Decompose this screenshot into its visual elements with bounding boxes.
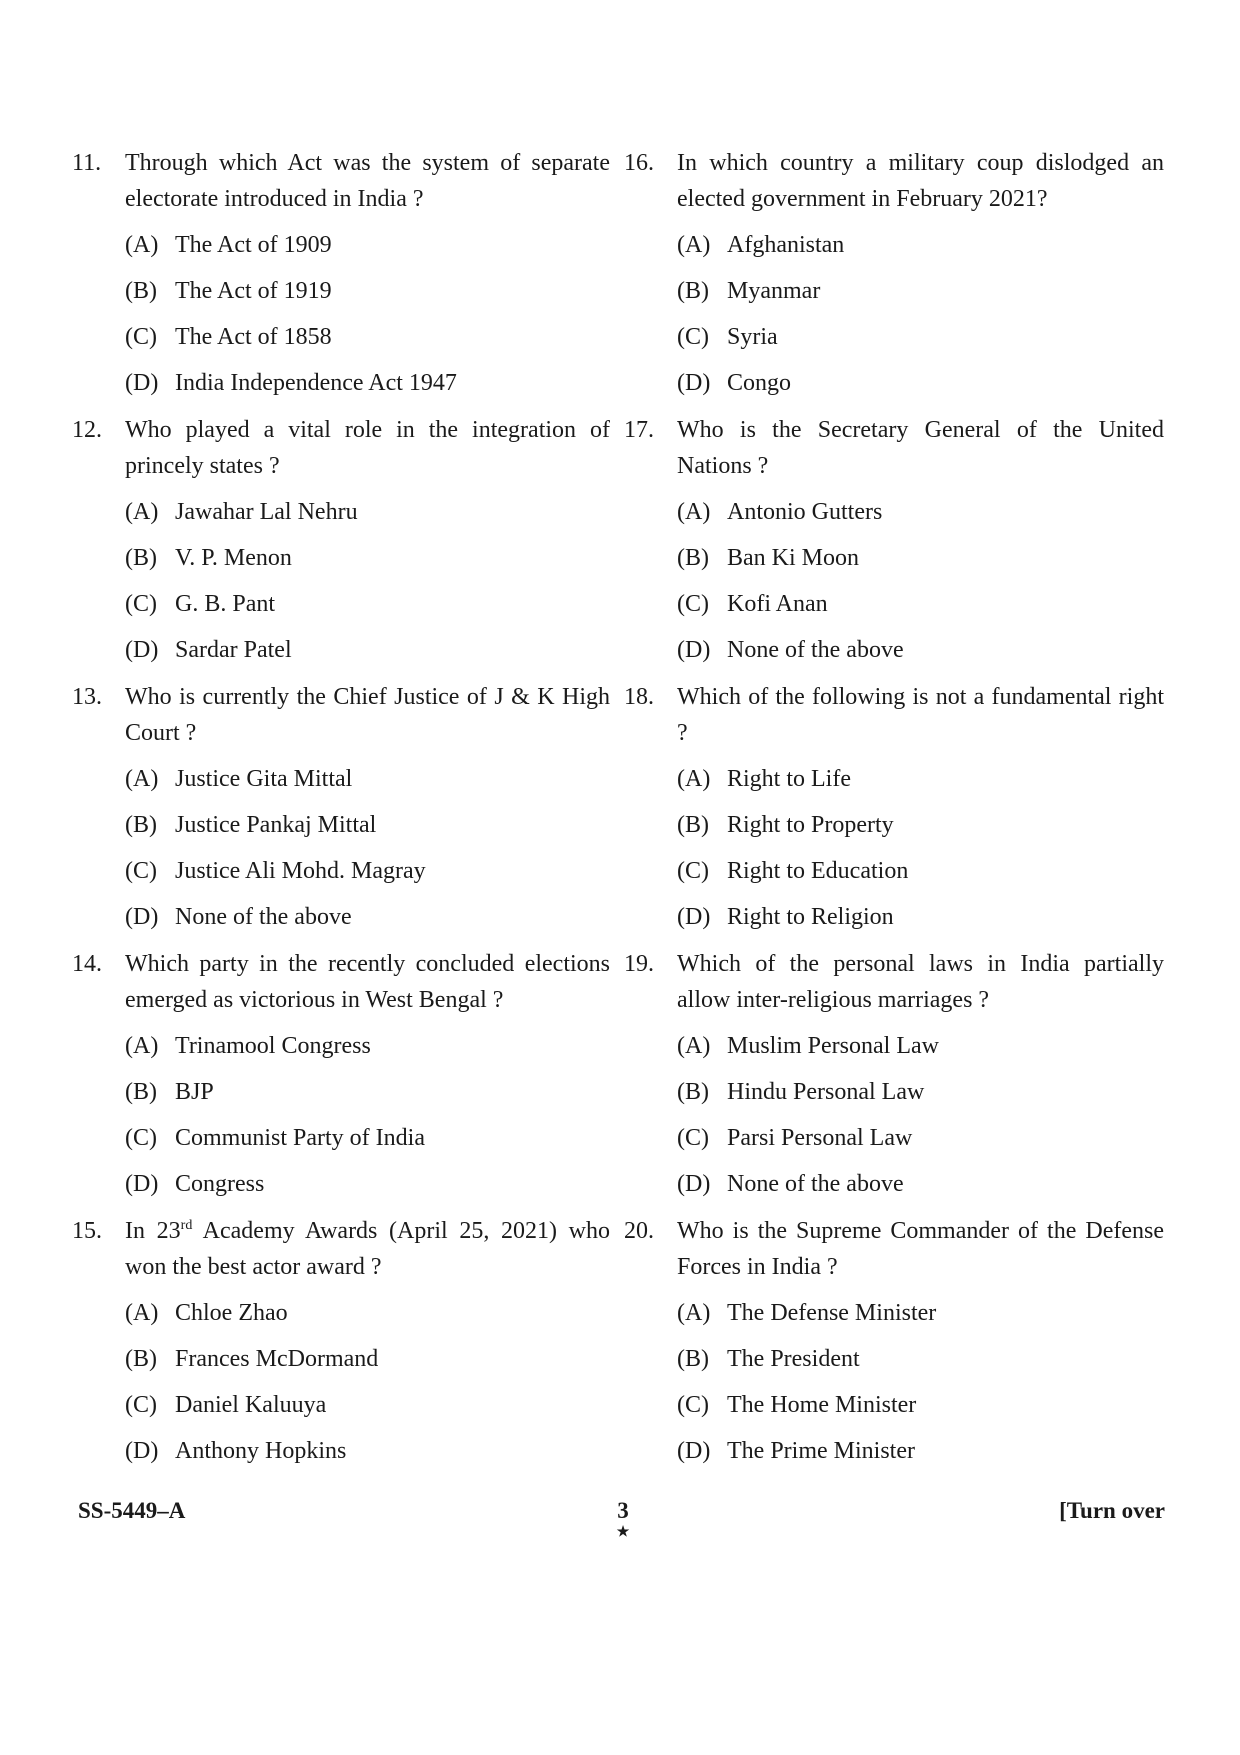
- option-label: (C): [677, 1125, 709, 1151]
- option: [125, 1069, 610, 1115]
- question-number: 18.: [624, 684, 654, 710]
- option-text: None of the above: [727, 637, 904, 663]
- option-label: (D): [677, 1438, 711, 1464]
- option: [677, 1290, 1164, 1336]
- option: [677, 1161, 1164, 1207]
- option-text: The Act of 1919: [175, 278, 332, 304]
- option-label: (B): [125, 545, 157, 571]
- question-text: Through which Act was the system of separate electorate introduced in India ?: [125, 150, 610, 212]
- option: [125, 627, 610, 673]
- option: [677, 627, 1164, 673]
- option-text: Right to Life: [727, 766, 851, 792]
- option-text: Trinamool Congress: [175, 1033, 371, 1059]
- question-text: Who is the Supreme Commander of the Defense Forces in India ?: [677, 1218, 1164, 1280]
- option-text: Afghanistan: [727, 232, 845, 258]
- option-text: Antonio Gutters: [727, 499, 883, 525]
- option: [125, 1161, 610, 1207]
- option-text: Jawahar Lal Nehru: [175, 499, 358, 525]
- paper-code: SS-5449–A: [78, 1498, 186, 1523]
- question-number: 20.: [624, 1218, 654, 1244]
- option: [125, 1290, 610, 1336]
- option-text: The Act of 1858: [175, 324, 332, 350]
- option: [677, 1382, 1164, 1428]
- option: [677, 1336, 1164, 1382]
- option-text: Parsi Personal Law: [727, 1125, 913, 1151]
- option-text: The Act of 1909: [175, 232, 332, 258]
- left-column: [72, 145, 610, 1480]
- option: [677, 756, 1164, 802]
- option-text: G. B. Pant: [175, 591, 276, 617]
- question-number: 17.: [624, 417, 654, 443]
- option-label: (B): [677, 545, 709, 571]
- option-label: (D): [125, 370, 159, 396]
- question-19: [624, 946, 1164, 1213]
- option-text: None of the above: [175, 904, 352, 930]
- option-label: (C): [677, 1392, 709, 1418]
- option-label: (D): [125, 637, 159, 663]
- option-text: Justice Gita Mittal: [175, 766, 353, 792]
- option-text: Sardar Patel: [175, 637, 292, 663]
- page-number: 3: [617, 1498, 629, 1523]
- option-text: Syria: [727, 324, 778, 350]
- option-label: (A): [677, 1033, 711, 1059]
- option-label: (A): [125, 499, 159, 525]
- option-label: (B): [125, 1079, 157, 1105]
- question-text: Who played a vital role in the integration of princely states ?: [125, 417, 610, 479]
- option-text: The President: [727, 1346, 860, 1372]
- option: [125, 360, 610, 406]
- option-label: (C): [125, 1125, 157, 1151]
- option-label: (B): [677, 812, 709, 838]
- option: [677, 1428, 1164, 1474]
- option-text: BJP: [175, 1079, 214, 1105]
- option: [677, 848, 1164, 894]
- question-17: [624, 412, 1164, 679]
- question-number: 15.: [72, 1218, 102, 1244]
- option-label: (A): [677, 1300, 711, 1326]
- option-text: The Defense Minister: [727, 1300, 937, 1326]
- question-text: Which party in the recently concluded elections emerged as victorious in West Bengal ?: [125, 951, 610, 1013]
- option-label: (D): [677, 370, 711, 396]
- option: [125, 848, 610, 894]
- question-15: [72, 1213, 610, 1480]
- option: [677, 535, 1164, 581]
- option-text: Hindu Personal Law: [727, 1079, 925, 1105]
- option-label: (B): [125, 278, 157, 304]
- question-18: [624, 679, 1164, 946]
- question-number: 12.: [72, 417, 102, 443]
- option-text: V. P. Menon: [175, 545, 292, 571]
- option-label: (B): [677, 278, 709, 304]
- option: [125, 489, 610, 535]
- option: [677, 489, 1164, 535]
- option: [677, 1069, 1164, 1115]
- option: [125, 756, 610, 802]
- star-icon: ★: [616, 1525, 630, 1540]
- option-text: Congress: [175, 1171, 265, 1197]
- option-label: (D): [677, 637, 711, 663]
- option: [125, 1336, 610, 1382]
- option: [125, 268, 610, 314]
- option-text: The Prime Minister: [727, 1438, 915, 1464]
- option: [677, 894, 1164, 940]
- option-label: (A): [677, 499, 711, 525]
- question-11: [72, 145, 610, 412]
- question-13: [72, 679, 610, 946]
- option-text: Communist Party of India: [175, 1125, 425, 1151]
- option: [677, 314, 1164, 360]
- question-text: Who is currently the Chief Justice of J & K High Court ?: [125, 684, 610, 746]
- option-text: Justice Pankaj Mittal: [175, 812, 377, 838]
- question-number: 16.: [624, 150, 654, 176]
- option-label: (A): [125, 766, 159, 792]
- option-label: (D): [125, 904, 159, 930]
- option-label: (A): [677, 766, 711, 792]
- option-text: Right to Property: [727, 812, 894, 838]
- option-label: (B): [677, 1079, 709, 1105]
- option: [125, 1428, 610, 1474]
- option: [125, 535, 610, 581]
- option-text: Frances McDormand: [175, 1346, 379, 1372]
- question-number: 14.: [72, 951, 102, 977]
- question-20: [624, 1213, 1164, 1480]
- option: [125, 222, 610, 268]
- question-number: 11.: [72, 150, 102, 176]
- question-12: [72, 412, 610, 679]
- option-text: Justice Ali Mohd. Magray: [175, 858, 426, 884]
- option-text: Daniel Kaluuya: [175, 1392, 327, 1418]
- option: [125, 894, 610, 940]
- option-text: Ban Ki Moon: [727, 545, 859, 571]
- option: [125, 1115, 610, 1161]
- option-text: India Independence Act 1947: [175, 370, 457, 396]
- question-text: In which country a military coup dislodged an elected government in February 2021?: [677, 150, 1164, 212]
- option-label: (D): [125, 1438, 159, 1464]
- option-label: (C): [677, 858, 709, 884]
- option-label: (D): [677, 904, 711, 930]
- option: [125, 802, 610, 848]
- option-label: (D): [677, 1171, 711, 1197]
- option-label: (C): [125, 324, 157, 350]
- option-text: The Home Minister: [727, 1392, 917, 1418]
- option-label: (B): [677, 1346, 709, 1372]
- question-text: Who is the Secretary General of the United Nations ?: [677, 417, 1164, 479]
- option: [677, 360, 1164, 406]
- option-text: Chloe Zhao: [175, 1300, 288, 1326]
- option-text: Right to Religion: [727, 904, 894, 930]
- option: [125, 581, 610, 627]
- option-text: Myanmar: [727, 278, 821, 304]
- option-label: (C): [125, 591, 157, 617]
- option: [677, 1023, 1164, 1069]
- option-label: (A): [125, 232, 159, 258]
- option-text: Muslim Personal Law: [727, 1033, 939, 1059]
- option-text: Congo: [727, 370, 792, 396]
- option: [677, 1115, 1164, 1161]
- question-16: [624, 145, 1164, 412]
- option-label: (C): [677, 591, 709, 617]
- option-label: (A): [125, 1300, 159, 1326]
- question-number: 19.: [624, 951, 654, 977]
- option-label: (C): [125, 1392, 157, 1418]
- option-label: (C): [677, 324, 709, 350]
- option: [677, 222, 1164, 268]
- question-text: In 23rd Academy Awards (April 25, 2021) who won the best actor award ?: [125, 1218, 610, 1280]
- option: [125, 314, 610, 360]
- option-label: (B): [125, 1346, 157, 1372]
- option: [677, 268, 1164, 314]
- option-text: Right to Education: [727, 858, 909, 884]
- option: [677, 581, 1164, 627]
- option-label: (C): [125, 858, 157, 884]
- right-column: [624, 145, 1164, 1480]
- option: [677, 802, 1164, 848]
- option-label: (B): [125, 812, 157, 838]
- option-label: (A): [677, 232, 711, 258]
- option-text: Kofi Anan: [727, 591, 828, 617]
- question-14: [72, 946, 610, 1213]
- turn-over-label: [Turn over: [1059, 1498, 1165, 1523]
- option: [125, 1382, 610, 1428]
- option-label: (D): [125, 1171, 159, 1197]
- option-text: None of the above: [727, 1171, 904, 1197]
- option-label: (A): [125, 1033, 159, 1059]
- option: [125, 1023, 610, 1069]
- question-number: 13.: [72, 684, 102, 710]
- question-text: Which of the personal laws in India partially allow inter-religious marriages ?: [677, 951, 1164, 1013]
- question-text: Which of the following is not a fundamental right ?: [677, 684, 1164, 746]
- option-text: Anthony Hopkins: [175, 1438, 347, 1464]
